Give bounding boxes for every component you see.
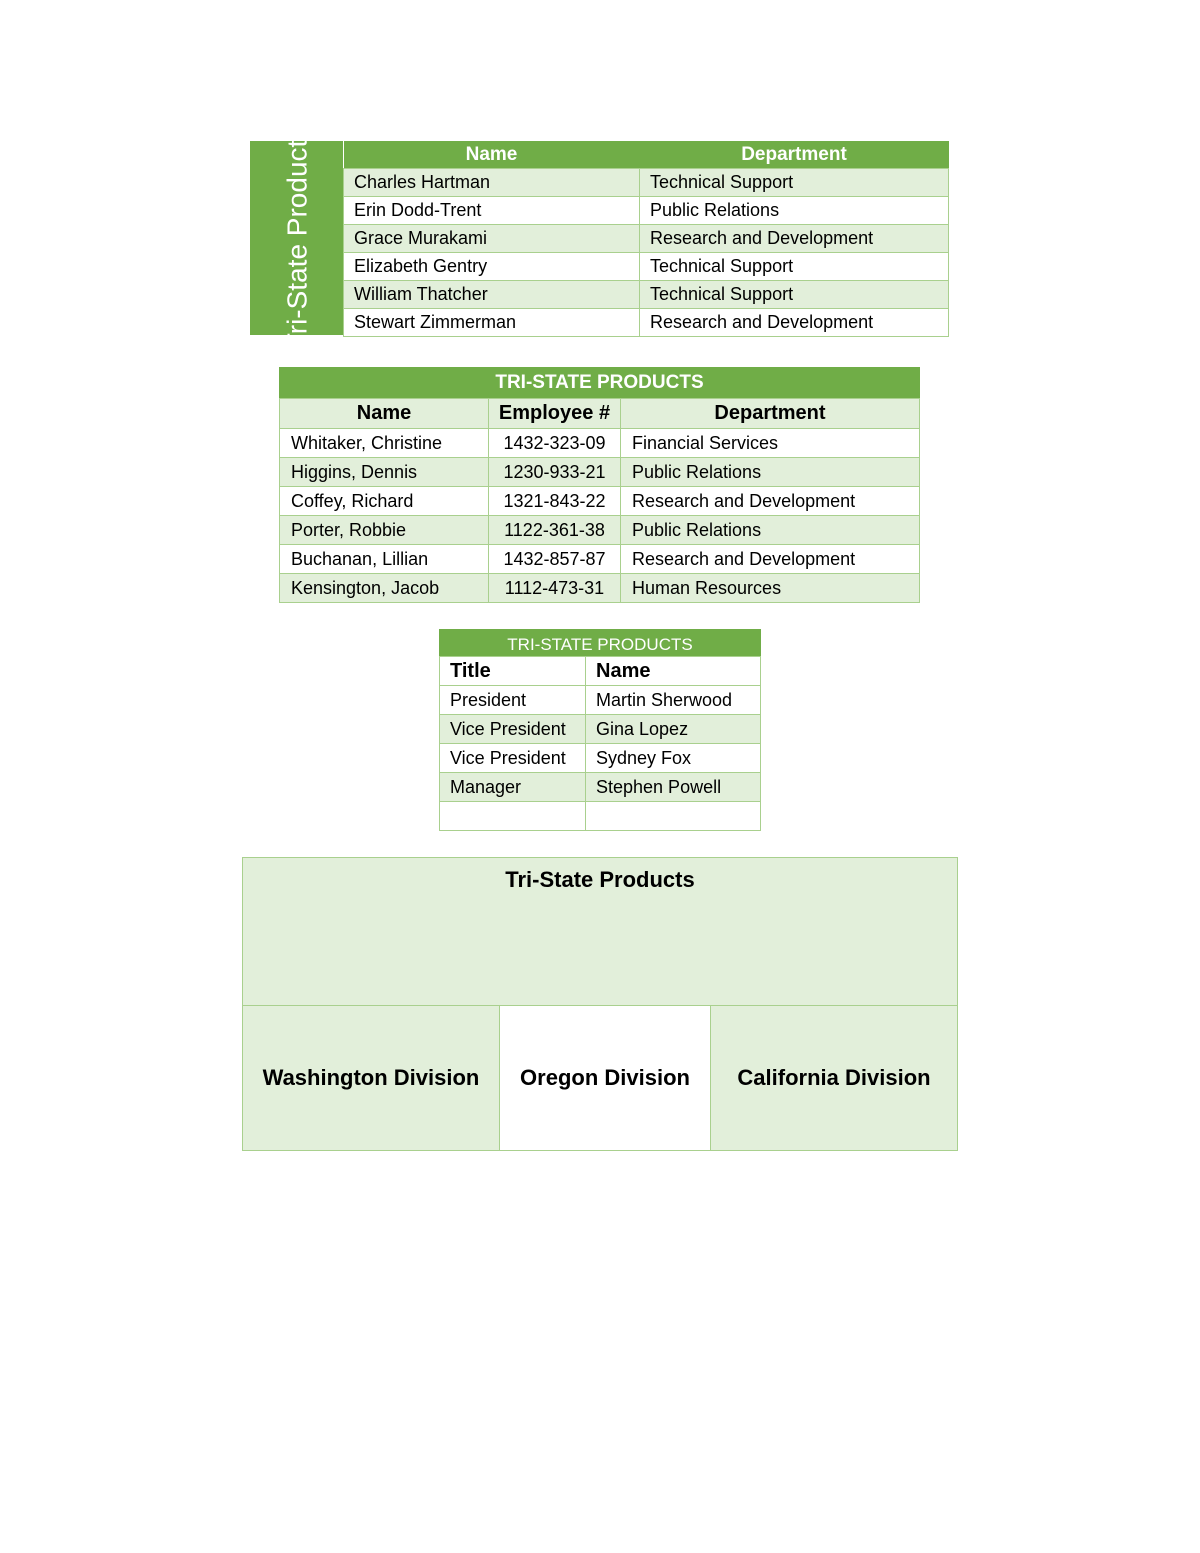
cell-name: Gina Lopez [586, 715, 761, 744]
cell-title [440, 802, 586, 831]
cell-name: Grace Murakami [344, 225, 640, 253]
col-header-name: Name [280, 399, 489, 429]
cell-name: Porter, Robbie [280, 516, 489, 545]
cell-name: Sydney Fox [586, 744, 761, 773]
table3-grid [439, 656, 761, 831]
table-title: TRI-STATE PRODUCTS [439, 629, 761, 656]
division-structure [242, 857, 958, 1151]
table-row [280, 574, 920, 603]
cell-title: President [440, 686, 586, 715]
cell-employee-number: 1321-843-22 [489, 487, 621, 516]
table-title: TRI-STATE PRODUCTS [279, 367, 920, 398]
cell-name: Erin Dodd-Trent [344, 197, 640, 225]
cell-name [586, 802, 761, 831]
table-row [280, 487, 920, 516]
oregon-division-box: Oregon Division [499, 1005, 711, 1151]
cell-name: Martin Sherwood [586, 686, 761, 715]
employee-department-table [250, 125, 949, 351]
cell-department: Research and Development [640, 309, 949, 337]
side-title-bar [250, 125, 343, 351]
cell-department: Research and Development [640, 225, 949, 253]
cell-employee-number: 1432-323-09 [489, 429, 621, 458]
cell-employee-number: 1112-473-31 [489, 574, 621, 603]
cell-department: Public Relations [640, 197, 949, 225]
table-row [280, 545, 920, 574]
title-name-table [439, 629, 761, 857]
col-header-department: Department [640, 141, 949, 169]
cell-employee-number: 1432-857-87 [489, 545, 621, 574]
cell-name: William Thatcher [344, 281, 640, 309]
col-header-department: Department [621, 399, 920, 429]
table2-grid [279, 398, 920, 603]
table-header-row [344, 141, 949, 169]
cell-employee-number: 1122-361-38 [489, 516, 621, 545]
cell-name: Elizabeth Gentry [344, 253, 640, 281]
col-header-employee-number: Employee # [489, 399, 621, 429]
cell-name: Coffey, Richard [280, 487, 489, 516]
cell-department: Financial Services [621, 429, 920, 458]
washington-division-box: Washington Division [242, 1005, 500, 1151]
table-row [344, 281, 949, 309]
table-row-cropped [440, 802, 761, 831]
table-row [344, 225, 949, 253]
side-title: Tri-State Products [281, 125, 312, 351]
cell-name: Buchanan, Lillian [280, 545, 489, 574]
table-header-row [280, 399, 920, 429]
cell-employee-number: 1230-933-21 [489, 458, 621, 487]
cell-department: Research and Development [621, 487, 920, 516]
cell-name: Stephen Powell [586, 773, 761, 802]
col-header-name: Name [344, 141, 640, 169]
table-row [280, 429, 920, 458]
cell-name: Kensington, Jacob [280, 574, 489, 603]
cell-name: Whitaker, Christine [280, 429, 489, 458]
cell-title: Manager [440, 773, 586, 802]
cell-title: Vice President [440, 744, 586, 773]
table-row [280, 516, 920, 545]
cell-department: Technical Support [640, 169, 949, 197]
table-header-row [440, 657, 761, 686]
table-row [344, 309, 949, 337]
cell-department: Research and Development [621, 545, 920, 574]
cell-department: Technical Support [640, 281, 949, 309]
company-title: Tri-State Products [505, 867, 695, 892]
california-division-box: California Division [710, 1005, 958, 1151]
cell-title: Vice President [440, 715, 586, 744]
cell-name: Higgins, Dennis [280, 458, 489, 487]
table-row [440, 686, 761, 715]
table-row [344, 197, 949, 225]
cell-department: Technical Support [640, 253, 949, 281]
cell-name: Charles Hartman [344, 169, 640, 197]
cell-department: Public Relations [621, 458, 920, 487]
col-header-name: Name [586, 657, 761, 686]
company-box [242, 857, 958, 1006]
table-row [280, 458, 920, 487]
employee-number-table [279, 367, 920, 603]
table-row [440, 773, 761, 802]
table-row [344, 169, 949, 197]
table-row [344, 253, 949, 281]
table1-grid [343, 141, 949, 337]
col-header-title: Title [440, 657, 586, 686]
cell-name: Stewart Zimmerman [344, 309, 640, 337]
table-row [440, 715, 761, 744]
cell-department: Human Resources [621, 574, 920, 603]
cell-department: Public Relations [621, 516, 920, 545]
table-row [440, 744, 761, 773]
